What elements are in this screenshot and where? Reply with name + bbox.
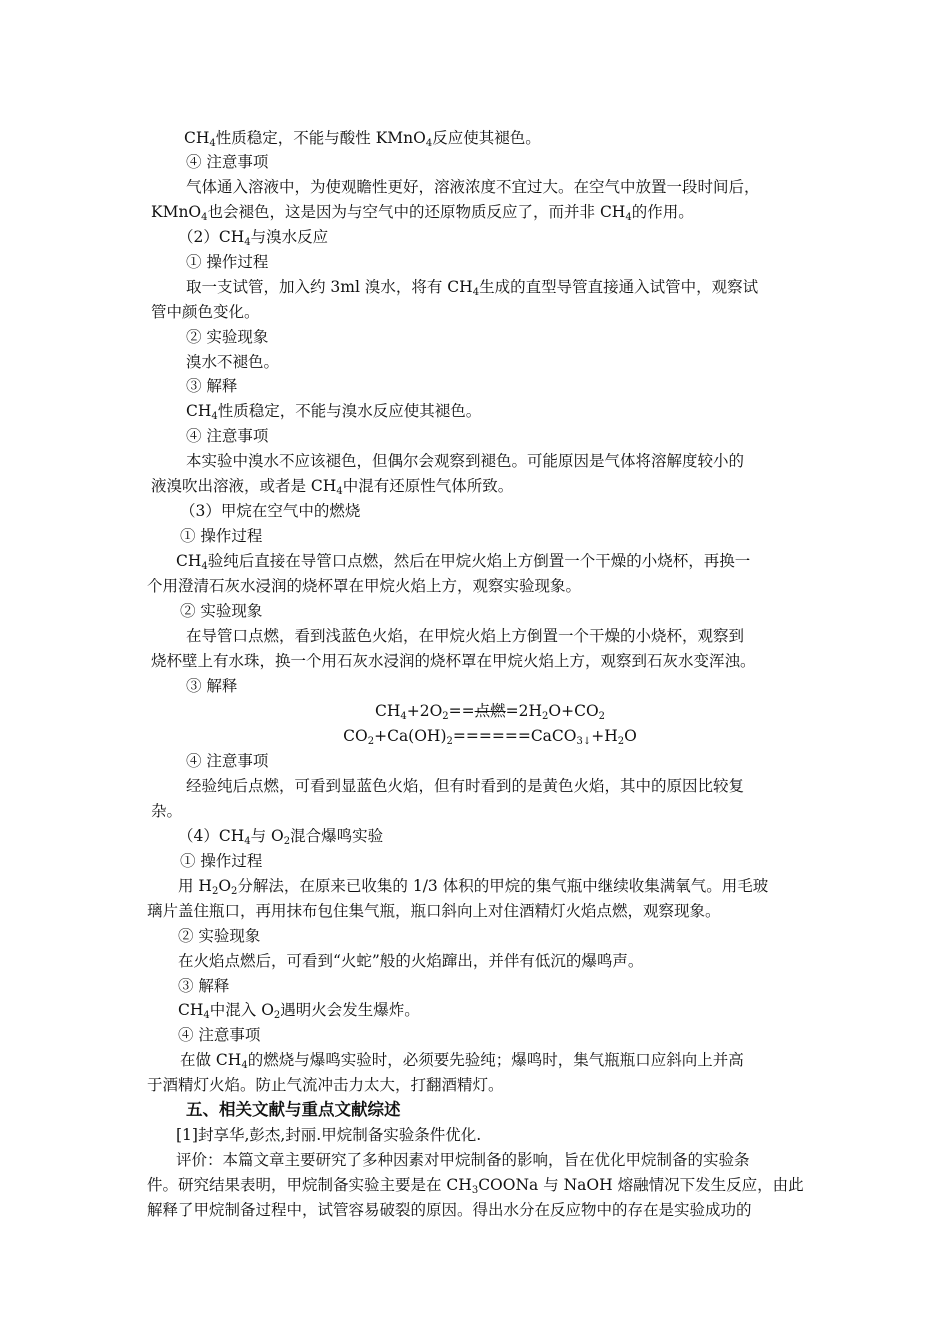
subsection-label: ④ 注意事项 — [186, 427, 269, 445]
text-line: 在导管口点燃，看到浅蓝色火焰，在甲烷火焰上方倒置一个干燥的小烧杯，观察到 — [186, 627, 745, 645]
text-line: 个用澄清石灰水浸润的烧杯罩在甲烷火焰上方，观察实验现象。 — [147, 577, 582, 595]
text-line: 璃片盖住瓶口，再用抹布包住集气瓶，瓶口斜向上对住酒精灯火焰点燃，观察现象。 — [147, 902, 721, 920]
section-heading: 五、相关文献与重点文献综述 — [186, 1100, 401, 1119]
text-line: 烧杯壁上有水珠，换一个用石灰水浸润的烧杯罩在甲烷火焰上方，观察到石灰水变浑浊。 — [151, 652, 756, 670]
text-line: $CH_4$验纯后直接在导管口点燃，然后在甲烷火焰上方倒置一个干燥的小烧杯，再换一 — [176, 552, 751, 572]
text-line: 液溴吹出溶液，或者是 $CH_4$中混有还原性气体所致。 — [151, 477, 514, 497]
subsection-label: ② 实验现象 — [178, 927, 261, 945]
text-line: 本实验中溴水不应该褪色，但偶尔会观察到褪色。可能原因是气体将溶解度较小的 — [186, 452, 745, 470]
text-line: $CH_4$性质稳定，不能与溴水反应使其褪色。 — [186, 402, 482, 422]
text-line: 件。研究结果表明，甲烷制备实验主要是在 $CH_3COONa$ 与 NaOH 熔融情况下发生反应，由此 — [147, 1176, 804, 1196]
text-line: 经验纯后点燃，可看到显蓝色火焰，但有时看到的是黄色火焰，其中的原因比较复 — [186, 777, 745, 795]
section-label: $(4)CH_4$与 $O_2$混合爆鸣实验 — [178, 827, 384, 847]
subsection-label: ② 实验现象 — [186, 328, 269, 346]
subsection-label: ④ 注意事项 — [186, 752, 269, 770]
text-line: 杂。 — [151, 802, 183, 820]
text-line: 评价：本篇文章主要研究了多种因素对甲烷制备的影响，旨在优化甲烷制备的实验条 — [176, 1151, 750, 1169]
subsection-label: ④ 注意事项 — [178, 1026, 261, 1044]
equation-combustion: $CH_4+2O_2==$点燃$=2H_2O+CO_2$ — [374, 702, 606, 722]
text-line: 气体通入溶液中，为使观瞻性更好，溶液浓度不宜过大。在空气中放置一段时间后， — [186, 178, 760, 196]
subsection-label: ③ 解释 — [178, 977, 230, 995]
text-line: 在做 $CH_4$的燃烧与爆鸣实验时，必须要先验纯；爆鸣时，集气瓶瓶口应斜向上并高 — [180, 1051, 744, 1071]
text-line: 溴水不褪色。 — [186, 353, 280, 371]
subsection-label: ③ 解释 — [186, 377, 238, 395]
subsection-label: ④ 注意事项 — [186, 153, 269, 171]
section-label: $(2)CH_4$与溴水反应 — [178, 228, 329, 248]
text-line: 在火焰点燃后，可看到“火蛇”般的火焰蹿出，并伴有低沉的爆鸣声。 — [178, 952, 644, 970]
equation-limewater: $CO_2+Ca(OH)_2======CaCO_{3↓}+H_2O$ — [343, 727, 637, 747]
text-line: 取一支试管，加入约 3ml 溴水，将有 $CH_4$生成的直型导管直接通入试管中，观察试 — [186, 278, 759, 298]
subsection-label: ③ 解释 — [186, 677, 238, 695]
section-label: （3）甲烷在空气中的燃烧 — [180, 502, 361, 520]
text-line: 于酒精灯火焰。防止气流冲击力太大，打翻酒精灯。 — [147, 1076, 504, 1094]
text-line: $CH_4$性质稳定，不能与酸性 KMnO$_4$反应使其褪色。 — [184, 129, 541, 149]
subsection-label: ① 操作过程 — [180, 527, 263, 545]
text-line: $CH_4$中混入 $O_2$遇明火会发生爆炸。 — [178, 1001, 420, 1021]
subsection-label: ② 实验现象 — [180, 602, 263, 620]
reference-line: [1]封享华,彭杰,封丽.甲烷制备实验条件优化. — [176, 1126, 482, 1144]
text-line: KMnO$_4$也会褪色，这是因为与空气中的还原物质反应了，而并非 $CH_4$的作用。 — [151, 203, 694, 223]
text-line: 用 $H_2O_2$分解法，在原来已收集的 1/3 体积的甲烷的集气瓶中继续收集满氧气。用毛玻 — [178, 877, 769, 897]
text-line: 管中颜色变化。 — [151, 303, 260, 321]
subsection-label: ① 操作过程 — [186, 253, 269, 271]
subsection-label: ① 操作过程 — [180, 852, 263, 870]
text-line: 解释了甲烷制备过程中，试管容易破裂的原因。得出水分在反应物中的存在是实验成功的 — [147, 1201, 752, 1219]
